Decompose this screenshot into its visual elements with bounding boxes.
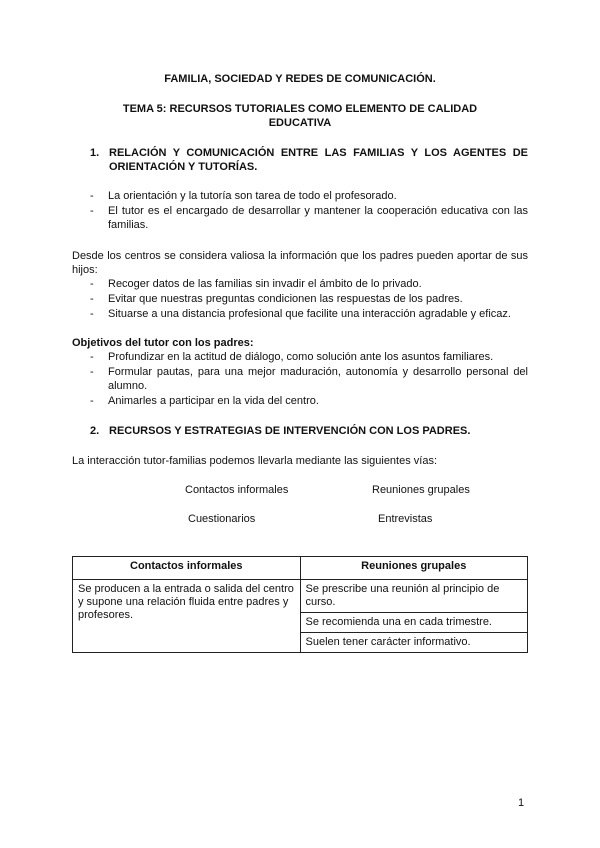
via-entrevistas: Entrevistas xyxy=(378,513,433,525)
via-contactos: Contactos informales xyxy=(185,484,289,496)
table-header-cell: Contactos informales xyxy=(73,557,301,580)
list-item: - Evitar que nuestras preguntas condicionen las respuestas de los padres. xyxy=(90,293,463,305)
page-number: 1 xyxy=(518,797,525,809)
list-item: - Animarles a participar en la vida del centro. xyxy=(90,395,319,407)
tema-title-line1: TEMA 5: RECURSOS TUTORIALES COMO ELEMENTO DE CALIDAD xyxy=(122,103,478,115)
main-title: FAMILIA, SOCIEDAD Y REDES DE COMUNICACIÓN. xyxy=(164,73,436,85)
section1-number: 1. xyxy=(90,147,100,159)
list-item: - El tutor es el encargado de desarrollar y mantener la cooperación educativa con las familias. xyxy=(90,205,528,231)
paragraph-1: Desde los centros se considera valiosa la información que los padres pueden aportar de sus hijos: xyxy=(72,250,528,276)
via-reuniones: Reuniones grupales xyxy=(372,484,470,496)
list-item: - Recoger datos de las familias sin invadir el ámbito de lo privado. xyxy=(90,278,422,290)
via-cuestionarios: Cuestionarios xyxy=(188,513,256,525)
list-item: - Profundizar en la actitud de diálogo, como solución ante los asuntos familiares. xyxy=(90,351,494,363)
list1 xyxy=(72,189,528,233)
section1-heading xyxy=(72,146,528,174)
section2-title: RECURSOS Y ESTRATEGIAS DE INTERVENCIÓN CON LOS PADRES. xyxy=(109,425,471,437)
table-header-cell: Reuniones grupales xyxy=(300,557,528,580)
tema-title-line2: EDUCATIVA xyxy=(268,117,332,129)
table-cell: Suelen tener carácter informativo. xyxy=(300,633,528,653)
list-item: - Formular pautas, para una mejor maduración, autonomía y desarrollo personal del alumno. xyxy=(90,366,528,392)
table-cell: Se prescribe una reunión al principio de curso. xyxy=(300,580,528,613)
list-item: - Situarse a una distancia profesional que facilite una interacción agradable y eficaz. xyxy=(90,308,511,320)
list-item: - La orientación y la tutoría son tarea de todo el profesorado. xyxy=(90,190,397,202)
objetivos-heading: Objetivos del tutor con los padres: xyxy=(72,337,254,349)
section1-title: RELACIÓN Y COMUNICACIÓN ENTRE LAS FAMILIAS Y LOS AGENTES DE ORIENTACIÓN Y TUTORÍAS. xyxy=(109,147,528,173)
list3 xyxy=(72,350,528,409)
table-cell: Se producen a la entrada o salida del centro y supone una relación fluida entre padres y profesores. xyxy=(73,580,301,653)
table-cell: Se recomienda una en cada trimestre. xyxy=(300,613,528,633)
paragraph-2: La interacción tutor-familias podemos llevarla mediante las siguientes vías: xyxy=(72,455,438,467)
table-header-row xyxy=(73,557,528,580)
section2-number: 2. xyxy=(90,425,100,437)
table-row xyxy=(73,580,528,613)
resources-table xyxy=(72,556,528,653)
list2 xyxy=(72,277,528,322)
section2-heading xyxy=(72,424,528,438)
